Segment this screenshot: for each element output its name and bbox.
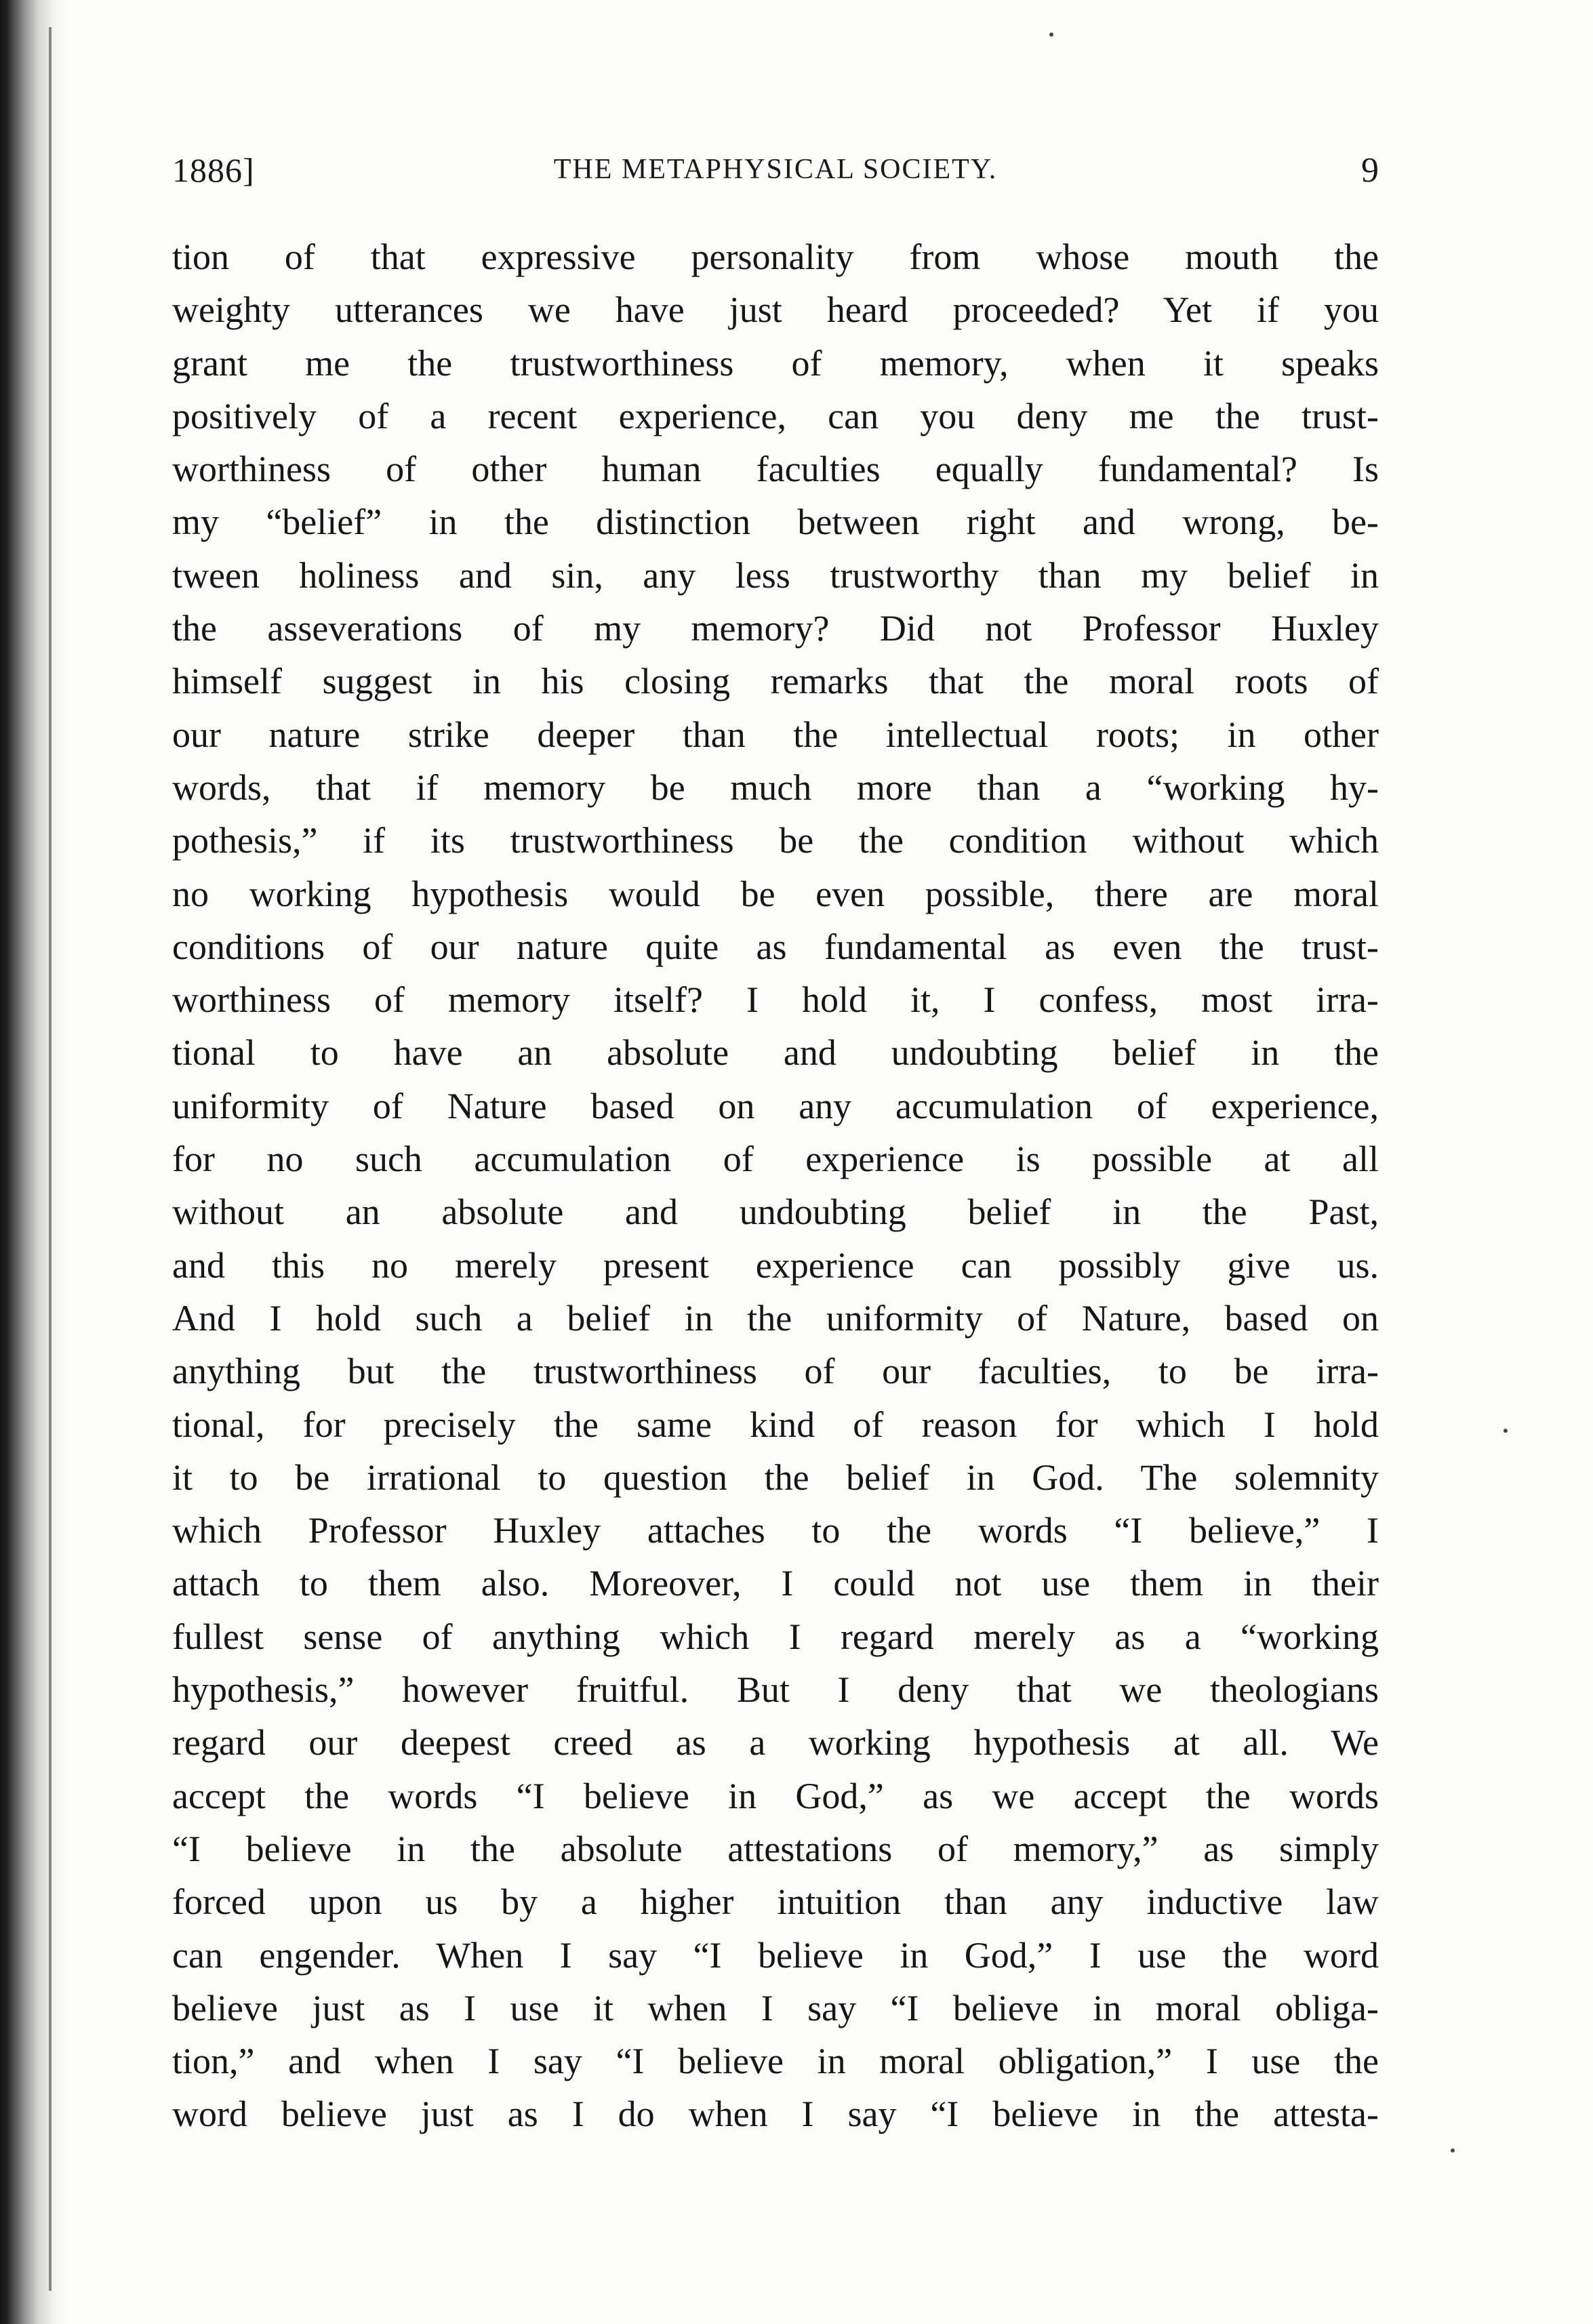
text-line: hypothesis,” however fruitful. But I deny that we theologians xyxy=(172,1669,1379,1711)
binding-shadow-line xyxy=(49,27,52,2291)
text-line: uniformity of Nature based on any accumulation of experience, xyxy=(172,1085,1379,1126)
body-text xyxy=(172,230,1379,2141)
text-line: can engender. When I say “I believe in God,” I use the word xyxy=(172,1934,1379,1976)
text-line: pothesis,” if its trustworthiness be the condition without which xyxy=(172,820,1379,861)
text-line: my “belief” in the distinction between right and wrong, be- xyxy=(172,502,1379,543)
text-line: worthiness of other human faculties equally fundamental? Is xyxy=(172,449,1379,490)
text-line: and this no merely present experience can possibly give us. xyxy=(172,1244,1379,1286)
text-line: tion,” and when I say “I believe in moral obligation,” I use the xyxy=(172,2041,1379,2082)
text-line: no working hypothesis would be even possible, there are moral xyxy=(172,873,1379,914)
header-year: 1886] xyxy=(172,151,255,189)
text-line: weighty utterances we have just heard proceeded? Yet if you xyxy=(172,289,1379,331)
text-line: accept the words “I believe in God,” as we accept the words xyxy=(172,1775,1379,1816)
text-line: word believe just as I do when I say “I believe in the attesta- xyxy=(172,2094,1379,2135)
text-line: forced upon us by a higher intuition than any inductive law xyxy=(172,1881,1379,1923)
print-speck xyxy=(1451,2148,1455,2153)
text-line: for no such accumulation of experience is possible at all xyxy=(172,1139,1379,1180)
print-speck xyxy=(1049,33,1053,37)
text-line: tional, for precisely the same kind of reason for which I hold xyxy=(172,1404,1379,1445)
print-speck xyxy=(1504,1429,1508,1433)
text-line: which Professor Huxley attaches to the words “I believe,” I xyxy=(172,1510,1379,1551)
text-line: tion of that expressive personality from whose mouth the xyxy=(172,237,1379,277)
text-line: himself suggest in his closing remarks that the moral roots of xyxy=(172,661,1379,702)
text-line: words, that if memory be much more than a “working hy- xyxy=(172,767,1379,808)
text-line: tional to have an absolute and undoubting belief in the xyxy=(172,1032,1379,1074)
text-line: regard our deepest creed as a working hypothesis at all. We xyxy=(172,1722,1379,1764)
page-number: 9 xyxy=(1361,151,1379,190)
text-line: believe just as I use it when I say “I believe in moral obliga- xyxy=(172,1987,1379,2029)
text-line: it to be irrational to question the belief in God. The solemnity xyxy=(172,1456,1379,1498)
running-head xyxy=(172,150,1379,198)
text-line: positively of a recent experience, can you deny me the trust- xyxy=(172,395,1379,436)
text-line: our nature strike deeper than the intellectual roots; in other xyxy=(172,714,1379,755)
text-line: conditions of our nature quite as fundamental as even the trust- xyxy=(172,926,1379,967)
text-line: anything but the trustworthiness of our faculties, to be irra- xyxy=(172,1351,1379,1392)
text-line: attach to them also. Moreover, I could not use them in their xyxy=(172,1563,1379,1604)
text-line: without an absolute and undoubting belief in the Past, xyxy=(172,1191,1379,1233)
text-line: worthiness of memory itself? I hold it, I confess, most irra- xyxy=(172,979,1379,1021)
binding-gutter xyxy=(0,0,68,2324)
text-line: And I hold such a belief in the uniformity of Nature, based on xyxy=(172,1297,1379,1339)
text-line: fullest sense of anything which I regard merely as a “working xyxy=(172,1616,1379,1657)
text-line: “I believe in the absolute attestations of memory,” as simply xyxy=(172,1828,1379,1869)
text-line: grant me the trustworthiness of memory, when it speaks xyxy=(172,342,1379,384)
text-line: tween holiness and sin, any less trustworthy than my belief in xyxy=(172,554,1379,596)
text-line: the asseverations of my memory? Did not Professor Huxley xyxy=(172,608,1379,649)
header-title: THE METAPHYSICAL SOCIETY. xyxy=(553,154,998,185)
